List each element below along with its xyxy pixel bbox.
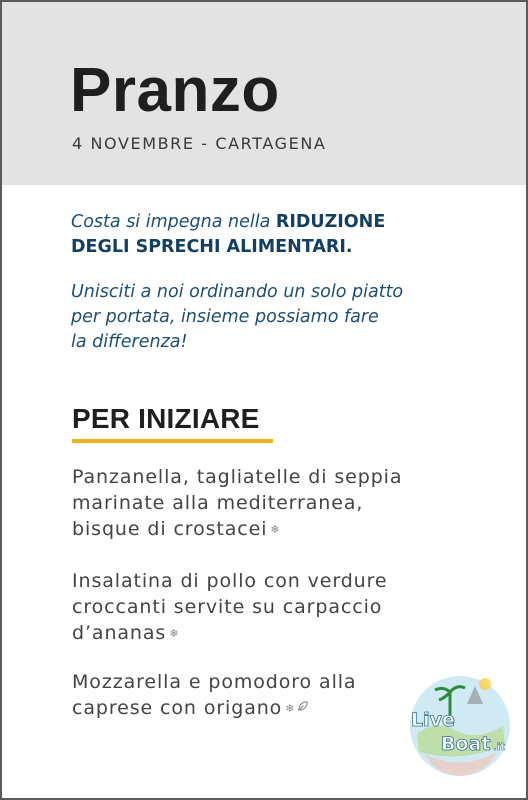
intro-text: Costa si impegna nella: [71, 212, 276, 232]
intro-invitation: [71, 280, 511, 355]
dish-item: [72, 568, 492, 647]
snowflake-icon: ❄: [285, 702, 295, 715]
leaf-icon: [297, 696, 308, 722]
watermark-boat: Boat: [441, 733, 491, 755]
intro-line: Unisciti a noi ordinando un solo piatto: [71, 282, 404, 302]
snowflake-icon: ❄: [270, 523, 280, 536]
header-band: [2, 2, 526, 185]
dish-line: croccanti servite su carpaccio: [72, 596, 383, 618]
watermark-tld: .it: [493, 742, 506, 753]
page-title: Pranzo: [70, 56, 280, 125]
liveboat-watermark-logo: [405, 664, 515, 784]
dish-line: bisque di crostacei: [72, 518, 268, 540]
intro-line: la differenza!: [71, 332, 188, 352]
snowflake-icon: ❄: [169, 627, 179, 640]
section-underline: [72, 439, 273, 443]
intro-highlight-1: RIDUZIONE: [275, 212, 386, 232]
dish-item: [72, 464, 492, 543]
intro-highlight-2: DEGLI SPRECHI ALIMENTARI.: [71, 237, 353, 257]
page-subtitle: 4 NOVEMBRE - CARTAGENA: [72, 134, 327, 153]
dish-line: d’ananas: [72, 622, 167, 644]
intro-line: per portata, insieme possiamo fare: [71, 307, 379, 327]
dish-line: Insalatina di pollo con verdure: [72, 570, 388, 592]
dish-line: Mozzarella e pomodoro alla: [72, 671, 357, 693]
intro-statement: [71, 210, 511, 260]
section-title: PER INIZIARE: [72, 403, 260, 434]
dish-line: marinate alla mediterranea,: [72, 492, 364, 514]
dish-line: caprese con origano: [72, 697, 283, 719]
dish-line: Panzanella, tagliatelle di seppia: [72, 466, 403, 488]
watermark-live: Live: [411, 709, 455, 731]
